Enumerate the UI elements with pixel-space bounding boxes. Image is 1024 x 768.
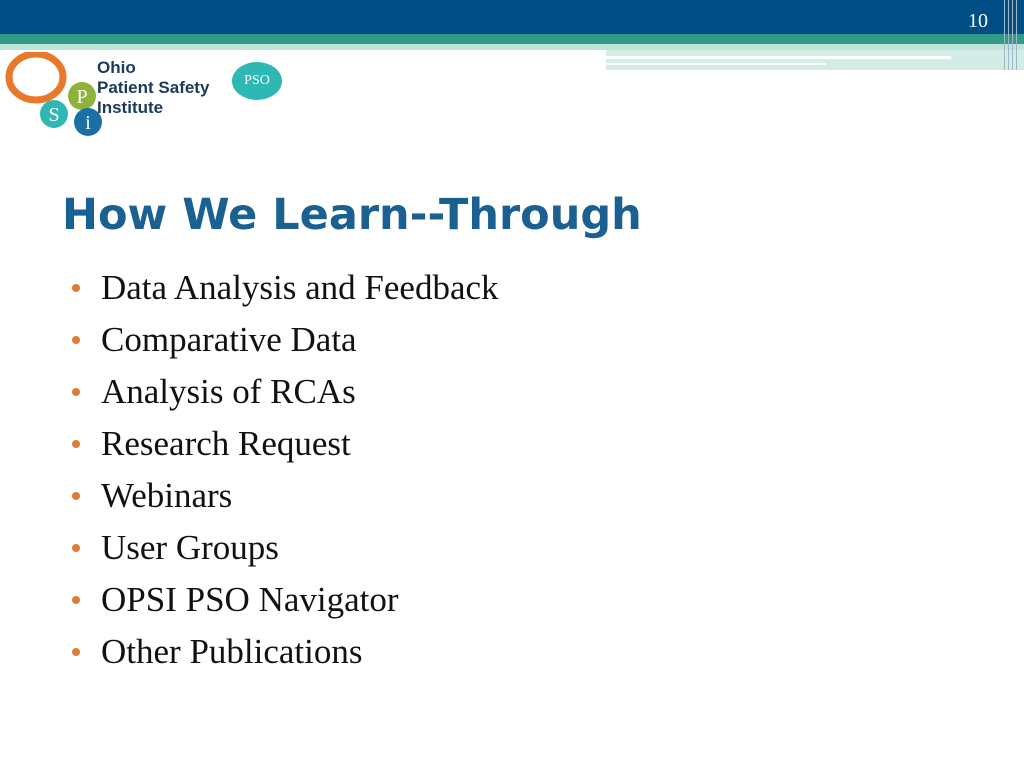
header-vertical-line [1012,0,1013,70]
list-item: Data Analysis and Feedback [72,262,499,314]
header-right-line-2 [606,63,826,65]
bullet-dot-icon [72,388,80,396]
list-item: Comparative Data [72,314,499,366]
logo-line-patient-safety: Patient Safety [97,78,210,97]
list-item: Research Request [72,418,499,470]
logo-wordmark [97,58,209,118]
logo-line-institute: Institute [97,98,164,117]
logo-letter-p: P [76,86,88,108]
pso-badge: PSO [232,62,282,100]
header-vertical-line [1004,0,1005,70]
list-item: Webinars [72,470,499,522]
logo-letter-s: S [48,104,60,126]
bullet-dot-icon [72,336,80,344]
header-vertical-line [1008,0,1009,70]
bullet-list [72,262,499,678]
list-item: User Groups [72,522,499,574]
bullet-dot-icon [72,544,80,552]
slide-title: How We Learn--Through [62,190,642,240]
list-item: Analysis of RCAs [72,366,499,418]
bullet-dot-icon [72,284,80,292]
header-right-line [606,56,951,59]
header-right-band [606,50,1024,70]
header-vertical-line [1016,0,1017,70]
header-accent-band [0,34,1024,44]
bullet-dot-icon [72,648,80,656]
list-item: Other Publications [72,626,499,678]
header-band [0,0,1024,34]
logo-line-ohio: Ohio [97,58,136,77]
logo-letter-o: O [27,65,45,91]
bullet-dot-icon [72,492,80,500]
bullet-dot-icon [72,440,80,448]
list-item: OPSI PSO Navigator [72,574,499,626]
bullet-dot-icon [72,596,80,604]
logo-letter-i: i [85,112,91,134]
page-number: 10 [968,10,988,32]
